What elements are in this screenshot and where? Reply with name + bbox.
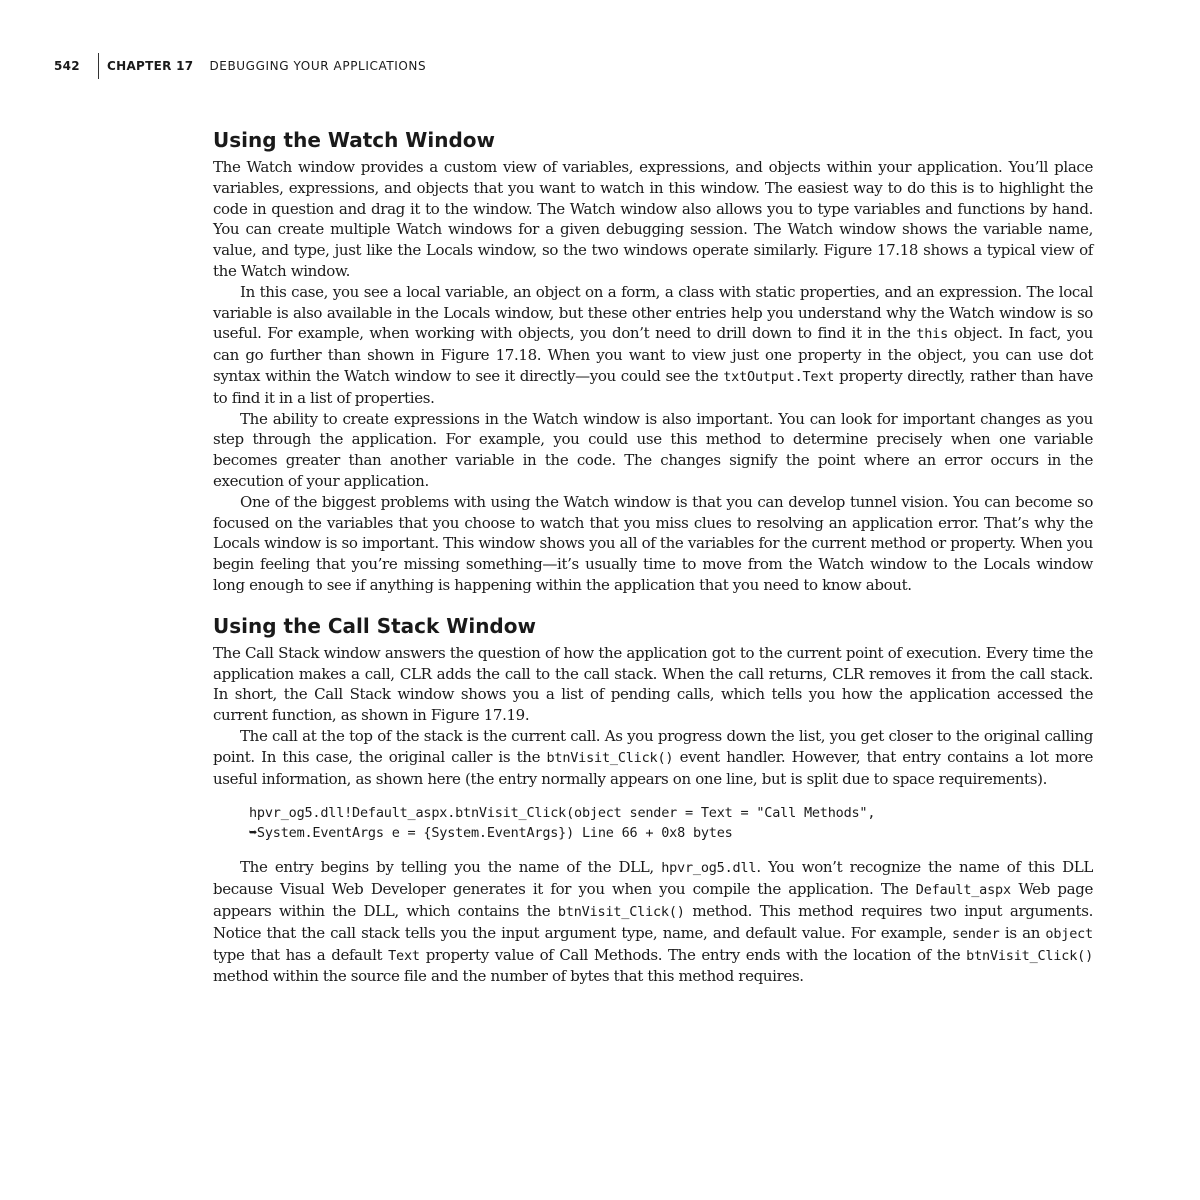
text-run: In this case, you see a local variable, an object on a form, a class with static properties, and an expression. The local variable is also available in the Locals window, but these other entries help you understand why the Watch window is so useful. For example, when working with objects, you don’t need to drill down to find it in the bbox=[213, 282, 1093, 343]
text-run: Web page appears within the DLL, which contains the bbox=[213, 880, 1093, 920]
text-run: object. In fact, you can go further than shown in Figure 17.18. When you want to view just one property in the object, you can use dot syntax within the Watch window to see it directly—you could see the bbox=[213, 324, 1093, 385]
watch-paragraph-1: The Watch window provides a custom view of variables, expressions, and objects within your application. You’ll place variables, expressions, and objects that you want to watch in this window. The easiest way to do this is to highlight the code in question and drag it to the window. The Watch window also allows you to type variables and functions by hand. You can create multiple Watch windows for a given debugging session. The Watch window shows the variable name, value, and type, just like the Locals window, so the two windows operate similarly. Figure 17.18 shows a typical view of the Watch window. bbox=[213, 158, 1093, 280]
text-run: event handler. However, that entry contains a lot more useful information, as shown here (the entry normally appears on one line, but is split due to space requirements). bbox=[213, 747, 1093, 788]
page-body bbox=[213, 126, 1093, 987]
text-run: property directly, rather than have to find it in a list of properties. bbox=[213, 366, 1093, 407]
code-listing bbox=[249, 803, 1093, 843]
inline-code: btnVisit_Click() bbox=[546, 749, 674, 766]
inline-code: Text bbox=[388, 947, 420, 964]
text-run: method within the source file and the number of bytes that this method requires. bbox=[213, 967, 804, 986]
inline-code: Default_aspx bbox=[915, 882, 1011, 899]
inline-code: this bbox=[916, 326, 948, 343]
callstack-paragraph-2 bbox=[213, 726, 1093, 789]
text-run: property value of Call Methods. The entry ends with the location of the bbox=[419, 945, 967, 964]
text-run: The call at the top of the stack is the current call. As you progress down the list, you get closer to the original calling point. In this case, the original caller is the bbox=[213, 726, 1093, 766]
page-number: 542 bbox=[54, 59, 80, 73]
text-run: . You won’t recognize the name of this DLL because Visual Web Developer generates it for you when you compile the application. The bbox=[213, 858, 1093, 899]
inline-code: hpvr_og5.dll bbox=[661, 860, 757, 877]
callstack-paragraph-1: The Call Stack window answers the question of how the application got to the current point of execution. Every time the application makes a call, CLR adds the call to the call stack. When the call returns, CLR removes it from the call stack. In short, the Call Stack window shows you a list of pending calls, which tells you how the application accessed the current function, as shown in Figure 17.19. bbox=[213, 643, 1093, 725]
callstack-paragraph-3 bbox=[213, 857, 1093, 987]
inline-code: sender bbox=[951, 925, 1000, 942]
text-run: is an bbox=[999, 923, 1046, 942]
watch-window-heading: Using the Watch Window bbox=[213, 128, 495, 152]
inline-code: btnVisit_Click() bbox=[557, 903, 685, 920]
watch-paragraph-4: One of the biggest problems with using the Watch window is that you can develop tunnel vision. You can become so focused on the variables that you choose to watch that you miss clues to resolving an application error. That’s why the Locals window is so important. This window shows you all of the variables for the current method or property. When you begin feeling that you’re missing something—it’s usually time to move from the Watch window to the Locals window long enough to see if anything is happening within the application that you need to know about. bbox=[213, 492, 1093, 594]
header-divider bbox=[98, 53, 99, 79]
inline-code: btnVisit_Click() bbox=[966, 947, 1093, 964]
chapter-title: DEBUGGING YOUR APPLICATIONS bbox=[209, 59, 427, 73]
inline-code: object bbox=[1045, 925, 1093, 942]
text-run: type that has a default bbox=[213, 945, 389, 964]
inline-code: txtOutput.Text bbox=[723, 368, 835, 385]
chapter-label: CHAPTER 17 bbox=[107, 59, 194, 73]
running-head bbox=[54, 52, 426, 80]
watch-paragraph-2 bbox=[213, 282, 1093, 409]
text-run: method. This method requires two input arguments. Notice that the call stack tells you the input argument type, name, and default value. For example, bbox=[213, 901, 1093, 942]
code-line-1: hpvr_og5.dll!Default_aspx.btnVisit_Click(object sender = Text = "Call Methods", bbox=[249, 805, 876, 822]
call-stack-heading: Using the Call Stack Window bbox=[213, 613, 536, 638]
code-line-2: ➥System.EventArgs e = {System.EventArgs}) Line 66 + 0x8 bytes bbox=[249, 825, 733, 842]
text-run: The entry begins by telling you the name of the DLL, bbox=[240, 858, 662, 877]
watch-paragraph-3: The ability to create expressions in the Watch window is also important. You can look for important changes as you step through the application. For example, you could use this method to determine precisely when one variable becomes greater than another variable in the code. The changes signify the point where an error occurs in the execution of your application. bbox=[213, 409, 1093, 490]
